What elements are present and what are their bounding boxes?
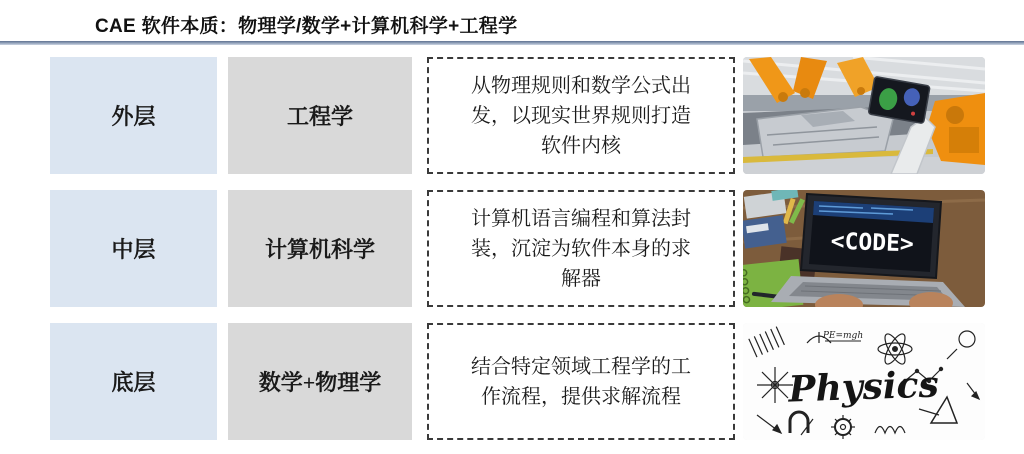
table-row-bottom-layer [50,323,985,440]
description-text: 计算机语言编程和算法封装，沉淀为软件本身的求解器 [471,207,691,290]
discipline-label: 计算机科学 [228,190,412,307]
layer-label: 中层 [50,190,217,307]
description-text: 从物理规则和数学公式出发，以现实世界规则打造软件内核 [471,74,691,157]
description-box [427,57,735,174]
page-title: CAE 软件本质：物理学/数学+计算机科学+工程学 [95,16,518,37]
discipline-label: 数学+物理学 [228,323,412,440]
industrial-robots-photo [743,57,985,174]
layers-table [50,57,985,440]
laptop-code-photo [743,190,985,307]
formula-text: PE=mgh [822,331,864,341]
physics-doodles-photo [743,323,985,440]
layer-label: 底层 [50,323,217,440]
description-text: 结合特定领域工程学的工作流程，提供求解流程 [471,355,691,408]
table-row-middle-layer [50,190,985,307]
title-divider [0,41,1024,45]
code-overlay-text: <CODE> [830,228,915,258]
description-box [427,323,735,440]
blue-book [743,215,787,249]
description-box [427,190,735,307]
layer-label: 外层 [50,57,217,174]
physics-overlay-text: Physics [787,363,940,411]
discipline-label: 工程学 [228,57,412,174]
table-row-outer-layer [50,57,985,174]
